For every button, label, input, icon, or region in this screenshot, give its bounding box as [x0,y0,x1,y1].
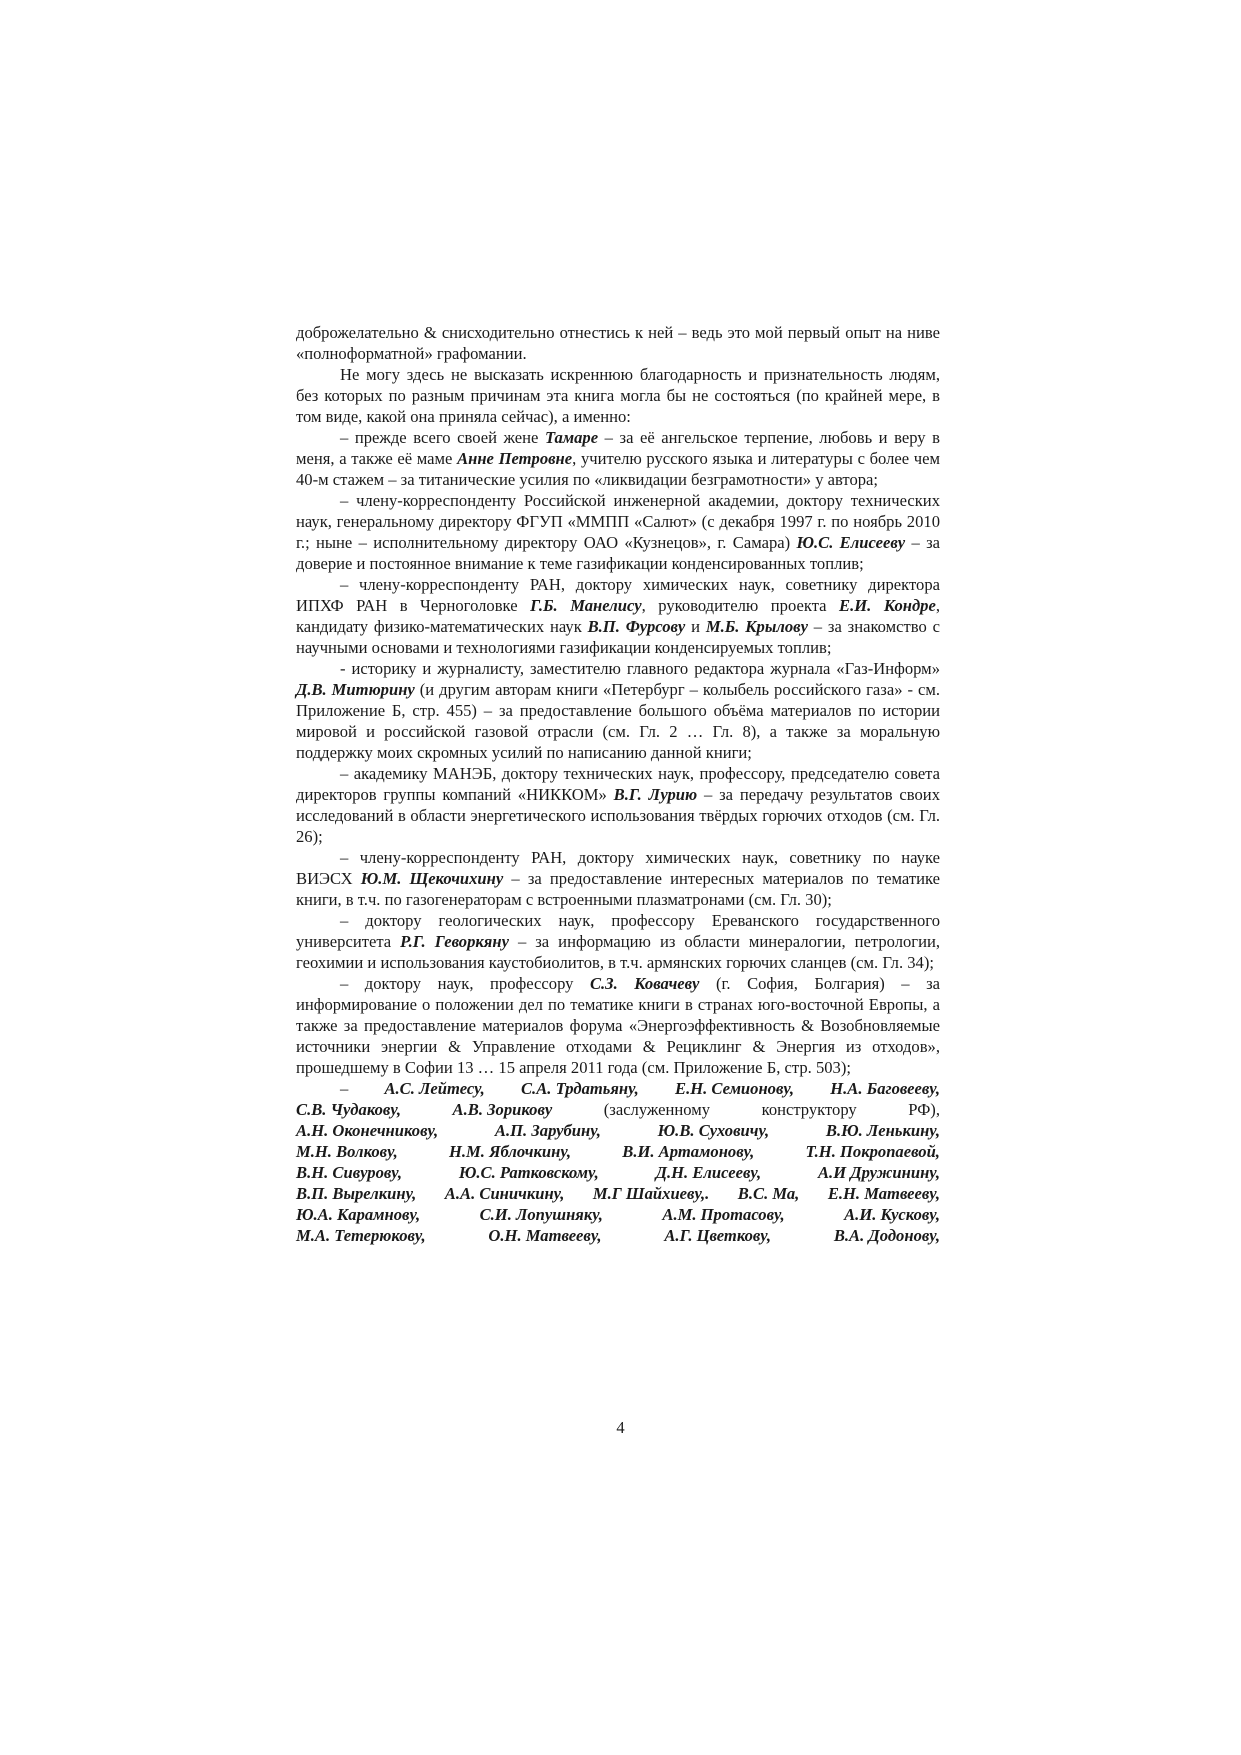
person-name: Р.Г. Геворкяну [400,932,509,951]
paragraph-thanks-eliseev [296,490,940,574]
person-name: М.Б. Крылову [705,617,808,636]
text-run: доброжелательно & снисходительно отнестись к ней – ведь это мой первый опыт на ниве «полноформатной» графомании. [296,323,940,363]
person-name: А.А. Синичкину, [444,1184,565,1203]
text-run: – прежде всего своей жене [340,428,545,447]
names-row [296,1162,940,1183]
person-name: В.Ю. Ленькину, [825,1121,940,1140]
person-name: Е.И. Кондре [839,596,936,615]
names-row [296,1078,940,1099]
text-run: – доктору геологических наук, профессору Ереванского государственного университета [296,911,940,951]
text-run: – члену-корреспонденту РАН, доктору химических наук, советнику директора ИПХФ РАН в Черноголовке [296,575,940,615]
person-name: Е.Н. Семионову, [675,1079,795,1098]
paragraph-thanks-kovachev [296,973,940,1078]
text-run: (г. София, Болгария) – за информирование о положении дел по тематике книги в странах юго-восточной Европы, а также за предоставление материалов форума «Энергоэффективность & Возобновляемые источники энергии & Управление отходами & Рециклинг & Энергия из отходов», прошедшему в Софии 13 … 15 апреля 2011 года (см. Приложение Б, стр. 503); [296,974,940,1077]
person-name: Ю.С. Ратковскому, [458,1163,599,1182]
person-name: В.С. Ма, [737,1184,800,1203]
text-run: – [340,1079,349,1098]
names-row [296,1204,940,1225]
person-name: А.М. Протасову, [662,1205,785,1224]
person-name: Н.М. Яблочкину, [448,1142,572,1161]
person-name: А.Н. Оконечникову, [296,1121,439,1140]
names-row [296,1120,940,1141]
person-name: Ю.М. Щекочихину [360,869,504,888]
paragraph-thanks-wife [296,427,940,490]
person-name: Е.Н. Матвееву, [827,1184,940,1203]
person-name: Ю.В. Суховичу, [657,1121,770,1140]
paragraph-intro [296,322,940,364]
person-name: А.В. Зорикову [452,1100,553,1119]
text-run: (и другим авторам книги «Петербург – колыбель российского газа» - см. Приложение Б, стр. 455) – за предоставление большого объёма материалов по истории мировой и российской газовой отрасли (см. Гл. 2 … Гл. 8), а также за моральную поддержку моих скромных усилий по написанию данной книги; [296,680,940,762]
person-name: Д.В. Митюрину [296,680,415,699]
person-name: А.И. Кускову, [844,1205,940,1224]
text-run: , кандидату физико-математических наук [296,596,940,636]
text-run: – члену-корреспонденту Российской инженерной академии, доктору технических наук, генеральному директору ФГУП «ММПП «Салют» (с декабря 1997 г. по ноябрь 2010 г.; ныне – исполнительному директору ОАО «Кузнецов», г. Самара) [296,491,940,552]
text-run: конструктору [761,1100,857,1119]
paragraph-thanks-shchekochikhin [296,847,940,910]
person-name: В.П. Фурсову [587,617,686,636]
person-name: А.П. Зарубину, [494,1121,601,1140]
person-name: Т.Н. Покропаевой, [805,1142,940,1161]
names-row [296,1141,940,1162]
person-name: В.И. Артамонову, [622,1142,755,1161]
person-name: Ю.А. Карамнову, [296,1205,421,1224]
text-run: (заслуженному [603,1100,711,1119]
person-name: А.Г. Цветкову, [664,1226,771,1245]
person-name: М.Н. Волкову, [296,1142,398,1161]
text-run: – члену-корреспонденту РАН, доктору химических наук, советнику по науке ВИЭСХ [296,848,940,888]
person-name: С.В. Чудакову, [296,1100,402,1119]
names-list [296,1078,940,1246]
text-run: , учителю русского языка и литературы с более чем 40-м стажем – за титанические усилия по «ликвидации безграмотности» у автора; [296,449,941,489]
paragraph-thanks-manelis [296,574,940,658]
person-name: Анне Петровне [457,449,573,468]
person-name: С.З. Ковачеву [589,974,700,993]
person-name: А.С. Лейтесу, [384,1079,485,1098]
text-run: – за информацию из области минералогии, петрологии, геохимии и использования каустобиолитов, в т.ч. армянских горючих сланцев (см. Гл. 34); [296,932,940,972]
text-run: – за доверие и постоянное внимание к теме газификации конденсированных топлив; [296,533,940,573]
person-name: Г.Б. Манелису [530,596,642,615]
text-run: – за предоставление интересных материалов по тематике книги, в т.ч. по газогенераторам с встроенными плазматронами (см. Гл. 30); [296,869,940,909]
page-number: 4 [616,1418,625,1437]
names-row [296,1225,940,1246]
paragraph-thanks-gevorkyan [296,910,940,973]
person-name: М.Г Шайхиеву,. [592,1184,710,1203]
person-name: В.Г. Лурию [613,785,698,804]
paragraph-gratitude [296,364,940,427]
text-run: - историку и журналисту, заместителю главного редактора журнала «Газ-Информ» [340,659,940,678]
person-name: Ю.С. Елисееву [796,533,906,552]
names-row [296,1099,940,1120]
person-name: О.Н. Матвееву, [488,1226,602,1245]
person-name: М.А. Тетерюкову, [296,1226,426,1245]
text-run: РФ), [908,1100,940,1119]
text-run: – академику МАНЭБ, доктору технических наук, профессору, председателю совета директоров группы компаний «НИККОМ» [296,764,940,804]
person-name: Тамаре [544,428,599,447]
text-run: – за её ангельское терпение, любовь и веру в меня, а также её маме [296,428,940,468]
person-name: С.А. Трдатьяну, [520,1079,639,1098]
person-name: А.И Дружинину, [817,1163,940,1182]
paragraph-thanks-mityurin [296,658,940,763]
text-run: – за передачу результатов своих исследований в области энергетического использования твёрдых горючих отходов (см. Гл. 26); [296,785,940,846]
person-name: С.И. Лопушняку, [479,1205,603,1224]
page-body [296,322,940,1246]
text-run: Не могу здесь не высказать искреннюю благодарность и признательность людям, без которых по разным причинам эта книга могла бы не состояться (по крайней мере, в том виде, какой она приняла сейчас), а именно: [296,365,940,426]
person-name: В.П. Вырелкину, [296,1184,417,1203]
person-name: Н.А. Баговееву, [830,1079,940,1098]
paragraph-thanks-luriy [296,763,940,847]
person-name: В.А. Додонову, [833,1226,940,1245]
text-run: – доктору наук, профессору [340,974,590,993]
text-run: – за знакомство с научными основами и технологиями газификации конденсируемых топлив; [296,617,940,657]
person-name: Д.Н. Елисееву, [655,1163,762,1182]
names-row [296,1183,940,1204]
text-run: и [685,617,706,636]
person-name: В.Н. Сивурову, [296,1163,402,1182]
text-run: , руководителю проекта [641,596,840,615]
